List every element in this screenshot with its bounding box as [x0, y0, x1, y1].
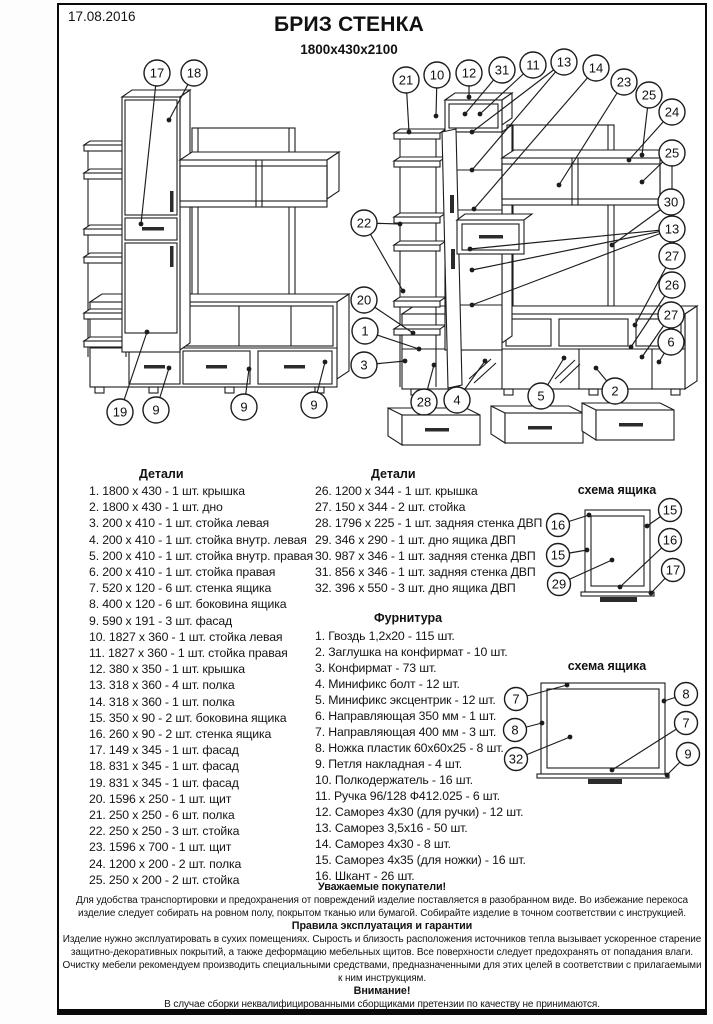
- customers-heading: Уважаемые покупатели!: [317, 881, 446, 893]
- list-item: 4. Минификс болт - 12 шт.: [315, 677, 460, 691]
- svg-text:12: 12: [461, 65, 477, 81]
- list-item: 8. Ножка пластик 60х60х25 - 8 шт.: [315, 741, 504, 755]
- list-item: 12. 380 х 350 - 1 шт. крышка: [89, 662, 245, 677]
- list-item: 1. 1800 х 430 - 1 шт. крышка: [89, 484, 245, 498]
- rules-heading: Правила эксплуатация и гарантии: [291, 920, 473, 932]
- svg-text:31: 31: [494, 62, 510, 78]
- svg-text:7: 7: [512, 691, 520, 707]
- list-item: 19. 831 х 345 - 1 шт. фасад: [89, 775, 239, 790]
- right-unit-drawing: [394, 93, 697, 395]
- svg-text:4: 4: [453, 392, 461, 408]
- list-item: 13. 318 х 360 - 4 шт. полка: [89, 678, 235, 693]
- customers-text: [61, 894, 703, 920]
- list-item: 16. Шкант - 26 шт.: [315, 869, 415, 883]
- drawer-schema-top-drawing: [581, 510, 654, 602]
- svg-text:16: 16: [662, 532, 678, 548]
- svg-text:19: 19: [112, 404, 128, 420]
- list-item: Для удобства транспортировки и предохранения от повреждений изделие поставляется в разобранном виде. Во избежание перекоса: [76, 895, 688, 906]
- product-dimensions: 1800х430х2100: [300, 42, 398, 57]
- svg-text:22: 22: [356, 215, 372, 231]
- svg-text:17: 17: [149, 65, 165, 81]
- list-item: 14. Саморез 4х30 - 8 шт.: [315, 837, 451, 851]
- svg-text:15: 15: [550, 547, 566, 563]
- list-item: 9. 590 х 191 - 3 шт. фасад: [89, 613, 233, 628]
- svg-text:14: 14: [588, 60, 604, 76]
- list-item: 2. 1800 х 430 - 1 шт. дно: [89, 500, 223, 515]
- rules-text: [61, 933, 703, 985]
- list-item: изделие следует собирать на ровном полу, покрытом тканью или бумагой. Собирайте изделие в точном соответствии с инструкцией.: [78, 908, 686, 919]
- list-item: 6. 200 х 410 - 1 шт. стойка правая: [89, 565, 276, 580]
- list-item: 30. 987 х 346 - 1 шт. задняя стенка ДВП: [315, 548, 536, 563]
- list-item: 10. Полкодержатель - 16 шт.: [315, 773, 473, 787]
- list-item: 9. Петля накладная - 4 шт.: [315, 757, 463, 771]
- list-item: 23. 1596 х 700 - 1 шт. щит: [89, 840, 232, 855]
- svg-text:25: 25: [641, 87, 657, 103]
- svg-text:27: 27: [663, 307, 679, 323]
- list-item: 10. 1827 х 360 - 1 шт. стойка левая: [89, 629, 283, 644]
- hardware-heading: Фурнитура: [374, 611, 443, 625]
- list-item: 16. 260 х 90 - 2 шт. стенка ящика: [89, 727, 272, 742]
- list-item: 11. Ручка 96/128 Ф412.025 - 6 шт.: [315, 789, 500, 803]
- list-item: 6. Направляющая 350 мм - 1 шт.: [315, 709, 497, 723]
- svg-text:10: 10: [429, 67, 445, 83]
- list-item: 27. 150 х 344 - 2 шт. стойка: [315, 500, 466, 515]
- drawer-schema-bottom-title: схема ящика: [567, 659, 647, 673]
- list-item: 7. Направляющая 400 мм - 3 шт.: [315, 725, 497, 739]
- svg-text:25: 25: [664, 145, 680, 161]
- list-item: 15. Саморез 4х35 (для ножки) - 16 шт.: [315, 853, 526, 867]
- list-item: 20. 1596 х 250 - 1 шт. щит: [89, 791, 232, 806]
- svg-text:5: 5: [537, 388, 545, 404]
- attention-text: В случае сборки неквалифицированными сборщиками претензии по качеству не принимаются.: [164, 999, 600, 1010]
- svg-text:29: 29: [551, 576, 567, 592]
- svg-text:9: 9: [240, 399, 248, 415]
- list-item: 4. 200 х 410 - 1 шт. стойка внутр. левая: [89, 532, 307, 547]
- list-item: 18. 831 х 345 - 1 шт. фасад: [89, 759, 239, 774]
- svg-text:15: 15: [662, 502, 678, 518]
- svg-text:20: 20: [356, 292, 372, 308]
- sheet-date: 17.08.2016: [68, 9, 136, 24]
- page-title: БРИЗ СТЕНКА: [273, 13, 424, 36]
- list-item: 5. 200 х 410 - 1 шт. стойка внутр. правая: [89, 548, 313, 563]
- svg-text:23: 23: [616, 74, 632, 90]
- list-item: Изделие нужно эксплуатировать в сухих помещениях. Сырость и близость расположения источников тепла вызывает ускоренное старение: [62, 934, 702, 945]
- svg-text:8: 8: [511, 722, 519, 738]
- list-item: 8. 400 х 120 - 6 шт. боковина ящика: [89, 597, 287, 612]
- svg-text:11: 11: [526, 57, 540, 73]
- svg-text:2: 2: [611, 383, 619, 399]
- list-item: 28. 1796 х 225 - 1 шт. задняя стенка ДВП: [315, 516, 543, 531]
- drawer-schema-bottom-drawing: [537, 683, 669, 784]
- list-item: 15. 350 х 90 - 2 шт. боковина ящика: [89, 710, 287, 725]
- drawer-schema-top-title: схема ящика: [577, 483, 657, 497]
- list-item: 24. 1200 х 200 - 2 шт. полка: [89, 856, 242, 871]
- svg-text:7: 7: [682, 715, 690, 731]
- svg-text:16: 16: [550, 517, 566, 533]
- list-item: 26. 1200 х 344 - 1 шт. крышка: [315, 484, 478, 498]
- svg-text:13: 13: [664, 221, 680, 237]
- svg-text:27: 27: [664, 248, 680, 264]
- list-item: 13. Саморез 3,5х16 - 50 шт.: [315, 821, 468, 835]
- list-item: Очистку мебели рекомендуем производить специальными средствами, предназначенными для этих целей в соответствии с прилагаемыми: [62, 960, 702, 971]
- svg-text:9: 9: [684, 746, 692, 762]
- list-item: 25. 250 х 200 - 2 шт. стойка: [89, 872, 240, 887]
- svg-text:32: 32: [508, 751, 524, 767]
- svg-text:9: 9: [310, 397, 318, 413]
- parts-list-left: [89, 483, 313, 888]
- list-item: 11. 1827 х 360 - 1 шт. стойка правая: [89, 646, 288, 661]
- svg-text:1: 1: [361, 323, 369, 339]
- parts-list-right: [315, 483, 542, 596]
- svg-text:8: 8: [682, 686, 690, 702]
- svg-text:6: 6: [667, 334, 675, 350]
- list-item: 21. 250 х 250 - 6 шт. полка: [89, 808, 235, 823]
- svg-text:24: 24: [664, 104, 680, 120]
- list-item: 17. 149 х 345 - 1 шт. фасад: [89, 743, 239, 758]
- svg-text:30: 30: [663, 194, 679, 210]
- footer-notices: [61, 881, 703, 1011]
- list-item: 3. Конфирмат - 73 шт.: [315, 661, 437, 675]
- list-item: 32. 396 х 550 - 3 шт. дно ящика ДВП: [315, 581, 516, 596]
- svg-text:9: 9: [152, 402, 160, 418]
- svg-text:28: 28: [416, 394, 432, 410]
- svg-text:21: 21: [398, 72, 414, 88]
- list-item: к ним инструкциям.: [337, 973, 426, 984]
- list-item: 22. 250 х 250 - 3 шт. стойка: [89, 824, 240, 839]
- svg-text:17: 17: [665, 562, 681, 578]
- svg-text:26: 26: [664, 277, 680, 293]
- svg-text:18: 18: [186, 65, 202, 81]
- parts-left-heading: Детали: [139, 467, 184, 481]
- svg-text:3: 3: [360, 357, 368, 373]
- svg-text:13: 13: [556, 54, 572, 70]
- attention-heading: Внимание!: [353, 985, 411, 997]
- sheet-border: [57, 3, 707, 1015]
- list-item: 7. 520 х 120 - 6 шт. стенка ящика: [89, 581, 272, 596]
- list-item: защитно-декоративных покрытий, а также деформацию мебельных щитов. Все поверхности следует предохранять от попадания влаги.: [70, 947, 694, 958]
- list-item: 12. Саморез 4х30 (для ручки) - 12 шт.: [315, 805, 524, 819]
- list-item: 31. 856 х 346 - 1 шт. задняя стенка ДВП: [315, 565, 536, 580]
- hardware-list: [315, 628, 526, 884]
- list-item: 1. Гвоздь 1,2х20 - 115 шт.: [315, 629, 455, 643]
- list-item: 29. 346 х 290 - 1 шт. дно ящика ДВП: [315, 532, 516, 547]
- list-item: 5. Минификс эксцентрик - 12 шт.: [315, 693, 496, 707]
- parts-right-heading: Детали: [371, 467, 416, 481]
- list-item: 14. 318 х 360 - 1 шт. полка: [89, 694, 235, 709]
- list-item: 3. 200 х 410 - 1 шт. стойка левая: [89, 516, 270, 531]
- list-item: 2. Заглушка на конфирмат - 10 шт.: [315, 645, 508, 659]
- left-unit-drawing: [84, 90, 349, 393]
